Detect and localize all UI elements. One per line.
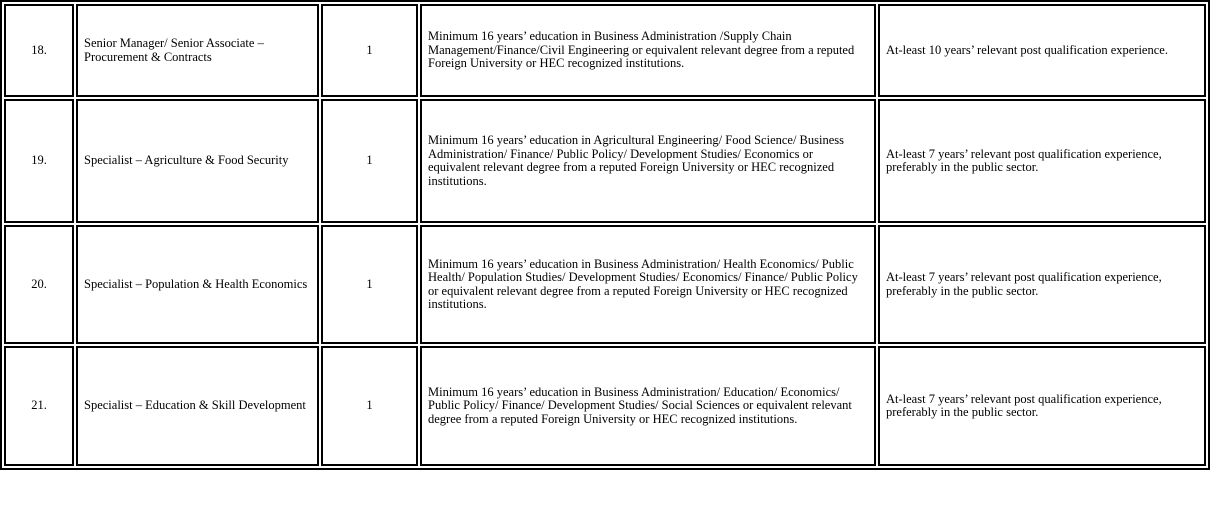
table-row: [4, 4, 1206, 97]
vacancy-count-cell: 1: [321, 225, 418, 344]
education-requirement-cell: Minimum 16 years’ education in Business Administration/ Health Economics/ Public Health/ Population Studies/ Development Studies/ Economics/ Finance/ Public Policy or equivalent relevant degree from a reputed Foreign University or HEC recognized institutions.: [420, 225, 876, 344]
vacancy-count-cell: 1: [321, 4, 418, 97]
position-title-cell: Senior Manager/ Senior Associate – Procurement & Contracts: [76, 4, 319, 97]
position-title-cell: Specialist – Agriculture & Food Security: [76, 99, 319, 223]
serial-number-cell: 19.: [4, 99, 74, 223]
table-row: [4, 346, 1206, 466]
education-requirement-cell: Minimum 16 years’ education in Business Administration/ Education/ Economics/ Public Policy/ Finance/ Development Studies/ Social Sciences or equivalent relevant degree from a reputed Foreign University or HEC recognized institutions.: [420, 346, 876, 466]
vacancy-count-cell: 1: [321, 99, 418, 223]
serial-number-cell: 18.: [4, 4, 74, 97]
serial-number-cell: 21.: [4, 346, 74, 466]
education-requirement-cell: Minimum 16 years’ education in Business Administration /Supply Chain Management/Finance/Civil Engineering or equivalent relevant degree from a reputed Foreign University or HEC recognized institutions.: [420, 4, 876, 97]
experience-requirement-cell: At-least 10 years’ relevant post qualification experience.: [878, 4, 1206, 97]
experience-requirement-cell: At-least 7 years’ relevant post qualification experience, preferably in the public sector.: [878, 99, 1206, 223]
table-row: [4, 225, 1206, 344]
experience-requirement-cell: At-least 7 years’ relevant post qualification experience, preferably in the public sector.: [878, 346, 1206, 466]
table-row: [4, 99, 1206, 223]
serial-number-cell: 20.: [4, 225, 74, 344]
vacancy-count-cell: 1: [321, 346, 418, 466]
position-title-cell: Specialist – Population & Health Economics: [76, 225, 319, 344]
education-requirement-cell: Minimum 16 years’ education in Agricultural Engineering/ Food Science/ Business Administration/ Finance/ Public Policy/ Development Studies/ Economics or equivalent relevant degree from a reputed Foreign University or HEC recognized institutions.: [420, 99, 876, 223]
experience-requirement-cell: At-least 7 years’ relevant post qualification experience, preferably in the public sector.: [878, 225, 1206, 344]
position-title-cell: Specialist – Education & Skill Development: [76, 346, 319, 466]
